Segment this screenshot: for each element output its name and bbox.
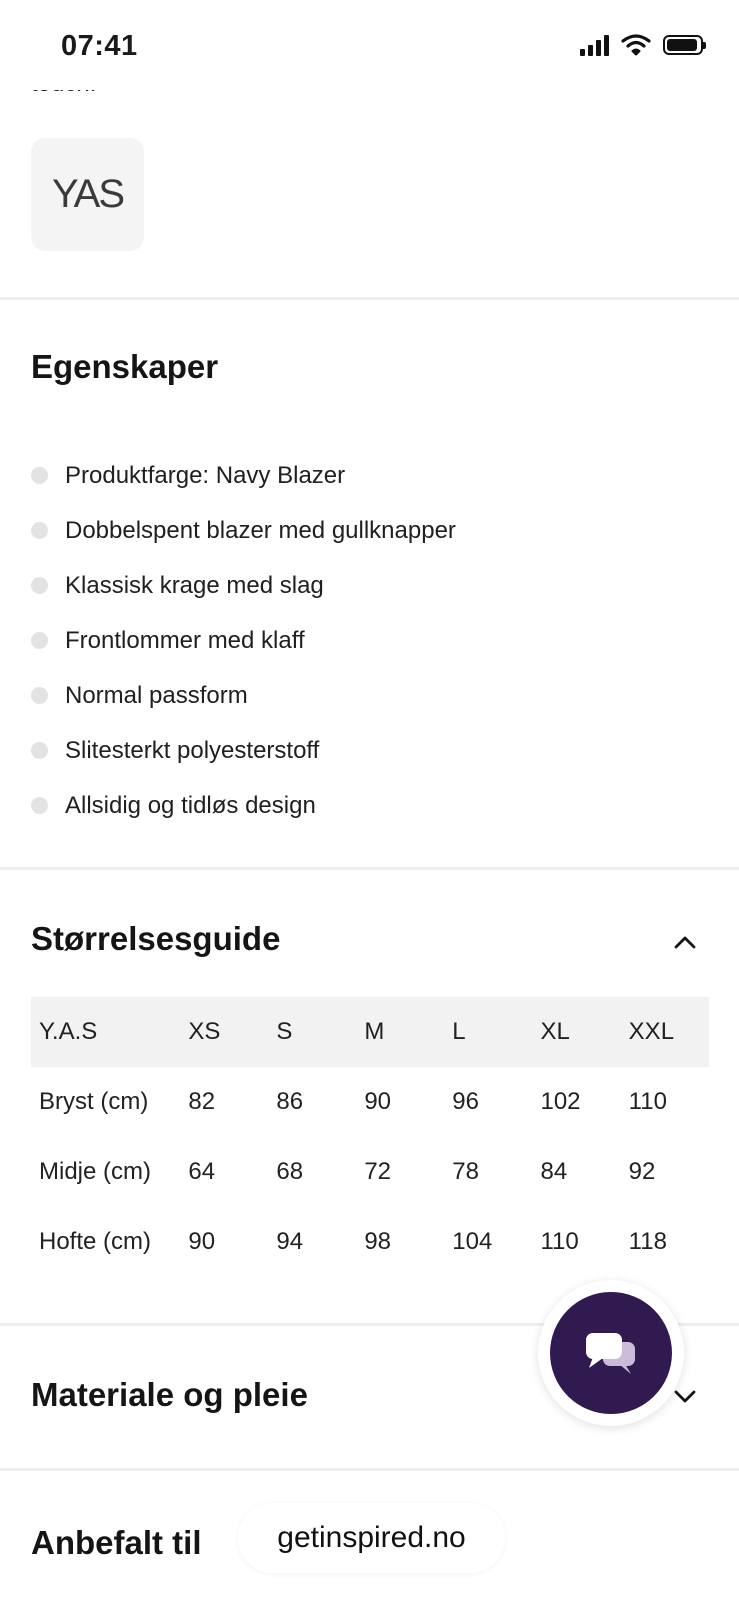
- feature-item: [31, 668, 456, 723]
- table-cell: Bryst (cm): [39, 1088, 149, 1115]
- bullet-dot-icon: [31, 797, 48, 814]
- features-title: Egenskaper: [31, 348, 219, 385]
- table-cell: 64: [188, 1158, 216, 1185]
- material-care-title[interactable]: Materiale og pleie: [31, 1376, 308, 1413]
- table-header-cell: M: [364, 1018, 385, 1045]
- table-cell: 118: [628, 1228, 667, 1255]
- table-cell: 86: [276, 1088, 304, 1115]
- features-list: [31, 448, 456, 833]
- table-header-cell: Y.A.S: [39, 1018, 98, 1045]
- table-header-row: [31, 997, 709, 1067]
- table-cell: 110: [540, 1228, 579, 1255]
- table-cell: 98: [364, 1228, 392, 1255]
- table-cell: 90: [188, 1228, 216, 1255]
- table-header-cell: XL: [540, 1018, 570, 1045]
- feature-item: [31, 723, 456, 778]
- feature-item-label: Klassisk krage med slag: [65, 571, 324, 599]
- table-cell: 94: [276, 1228, 304, 1255]
- table-header-cell: S: [276, 1018, 293, 1045]
- table-cell: 104: [452, 1228, 493, 1255]
- bullet-dot-icon: [31, 742, 48, 759]
- table-cell: 90: [364, 1088, 392, 1115]
- table-header-cell: XS: [188, 1018, 221, 1045]
- status-bar: [0, 0, 739, 90]
- table-cell: 110: [628, 1088, 667, 1115]
- signal-icon: [580, 34, 609, 56]
- feature-item: [31, 503, 456, 558]
- bullet-dot-icon: [31, 632, 48, 649]
- bullet-dot-icon: [31, 687, 48, 704]
- feature-item: [31, 558, 456, 613]
- brand-logo-text: YAS: [51, 172, 124, 216]
- brand-logo[interactable]: [31, 138, 144, 251]
- table-header-cell: L: [452, 1018, 466, 1045]
- table-row: [31, 1067, 709, 1137]
- feature-item: [31, 778, 456, 833]
- table-cell: Midje (cm): [39, 1158, 151, 1185]
- divider: [0, 297, 739, 300]
- feature-item-label: Normal passform: [65, 681, 248, 709]
- browser-url-text: getinspired.no: [277, 1521, 466, 1554]
- table-cell: 82: [188, 1088, 216, 1115]
- chat-button-inner: [550, 1292, 672, 1414]
- table-cell: Hofte (cm): [39, 1228, 152, 1255]
- table-cell: 78: [452, 1158, 479, 1185]
- battery-icon: [663, 35, 703, 55]
- browser-url-pill[interactable]: [238, 1503, 505, 1573]
- recommended-title[interactable]: Anbefalt til: [31, 1524, 202, 1561]
- feature-item-label: Slitesterkt polyesterstoff: [65, 736, 320, 764]
- chevron-up-icon[interactable]: [673, 930, 697, 954]
- wifi-icon: [621, 34, 651, 56]
- feature-item: [31, 448, 456, 503]
- table-cell: 68: [276, 1158, 304, 1185]
- chevron-down-icon[interactable]: [673, 1384, 697, 1408]
- feature-item-label: Produktfarge: Navy Blazer: [65, 461, 346, 489]
- size-guide-table: [31, 997, 709, 1277]
- table-cell: 96: [452, 1088, 479, 1115]
- table-cell: 72: [364, 1158, 392, 1185]
- feature-item-label: Dobbelspent blazer med gullknapper: [65, 516, 456, 544]
- table-row: [31, 1137, 709, 1207]
- chat-bubbles-icon: [583, 1330, 639, 1376]
- status-time: 07:41: [61, 30, 138, 62]
- divider: [0, 867, 739, 870]
- bullet-dot-icon: [31, 577, 48, 594]
- size-guide-title[interactable]: Størrelsesguide: [31, 920, 281, 957]
- bullet-dot-icon: [31, 522, 48, 539]
- feature-item-label: Frontlommer med klaff: [65, 626, 305, 654]
- status-icons: [580, 34, 703, 56]
- feature-item-label: Allsidig og tidløs design: [65, 791, 316, 819]
- table-cell: 102: [540, 1088, 581, 1115]
- bullet-dot-icon: [31, 467, 48, 484]
- divider: [0, 1468, 739, 1471]
- chat-button[interactable]: [538, 1280, 684, 1426]
- table-cell: 84: [540, 1158, 568, 1185]
- table-cell: 92: [628, 1158, 656, 1185]
- table-row: [31, 1207, 709, 1277]
- table-header-cell: XXL: [628, 1018, 675, 1045]
- feature-item: [31, 613, 456, 668]
